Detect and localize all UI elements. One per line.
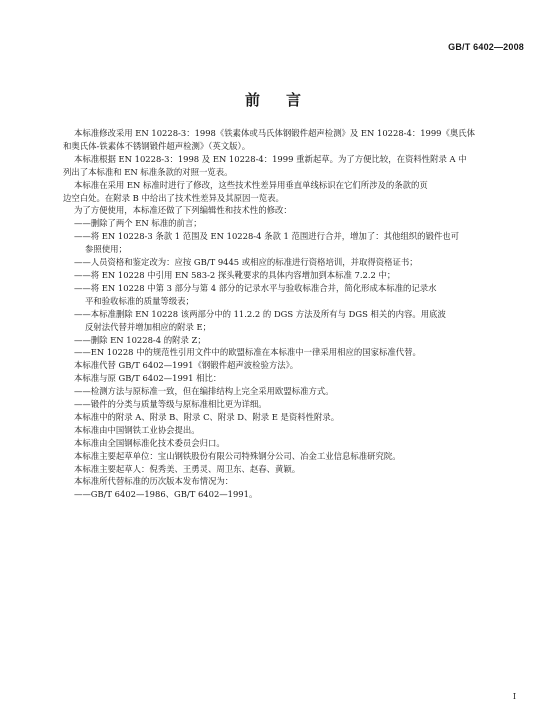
text-line: 本标准在采用 EN 标准时进行了修改，这些技术性差异用垂直单线标识在它们所涉及的条款的页 xyxy=(74,179,428,190)
text-line: 本标准由中国钢铁工业协会提出。 xyxy=(74,424,200,435)
list-item: ——将 EN 10228-3 条款 1 范围及 EN 10228-4 条款 1 范围进行合并，增加了：其他组织的锻件也可 xyxy=(74,231,460,242)
text-line: 本标准代替 GB/T 6402—1991《钢锻件超声波检验方法》。 xyxy=(74,360,299,371)
text-line: 本标准中的附录 A、附录 B、附录 C、附录 D、附录 E 是资料性附录。 xyxy=(74,411,340,422)
list-item: ——将 EN 10228 中引用 EN 583-2 探头靴要求的具体内容增加到本标准 7.2.2 中； xyxy=(74,269,396,280)
text-line: 为了方便使用，本标准还做了下列编辑性和技术性的修改： xyxy=(74,205,292,216)
text-line: 列出了本标准和 EN 标准条款的对照一览表。 xyxy=(63,166,233,177)
text-line: 本标准根据 EN 10228-3：1998 及 EN 10228-4：1999 重新起草。为了方便比较，在资料性附录 A 中 xyxy=(74,153,467,164)
list-item-continuation: 反射法代替并增加相应的附录 E； xyxy=(85,321,212,332)
text-line: 本标准主要起草单位：宝山钢铁股份有限公司特殊钢分公司、冶金工业信息标准研究院。 xyxy=(74,450,401,461)
list-item: ——将 EN 10228 中第 3 部分与第 4 部分的记录水平与验收标准合并，简化形成本标准的记录水 xyxy=(74,282,437,293)
page-title: 前言 xyxy=(244,91,327,109)
foreword-body xyxy=(63,127,502,501)
text-line: 本标准由全国钢标准化技术委员会归口。 xyxy=(74,437,225,448)
page-number: I xyxy=(512,692,516,701)
text-line: 本标准修改采用 EN 10228-3：1998《铁素体或马氏体钢锻件超声检测》及 EN 10228-4：1999《奥氏体 xyxy=(74,128,476,138)
text-line: 边空白处。在附录 B 中给出了技术性差异及其原因一览表。 xyxy=(63,192,284,203)
list-item: ——检测方法与原标准一致，但在编排结构上完全采用欧盟标准方式。 xyxy=(74,386,334,397)
list-item: ——人员资格和鉴定改为：应按 GB/T 9445 或相应的标准进行资格培训，并取得资格证书； xyxy=(74,257,418,268)
list-item: ——删除了两个 EN 标准的前言； xyxy=(74,218,202,229)
text-line: 本标准主要起草人：倪秀美、王勇灵、周卫东、赵春、黄颖。 xyxy=(74,463,301,474)
list-item-continuation: 参照使用； xyxy=(85,244,127,255)
text-line: 本标准所代替标准的历次版本发布情况为： xyxy=(74,476,234,487)
list-item: ——删除 EN 10228-4 的附录 Z； xyxy=(74,334,206,345)
list-item: ——锻件的分类与质量等级与原标准相比更为详细。 xyxy=(74,399,267,410)
text-line: 本标准与原 GB/T 6402—1991 相比： xyxy=(74,373,222,384)
list-item: ——本标准删除 EN 10228 该两部分中的 11.2.2 的 DGS 方法及所有与 DGS 相关的内容。用底波 xyxy=(74,308,446,319)
list-item: ——GB/T 6402—1986、GB/T 6402—1991。 xyxy=(74,489,258,500)
text-line: 和奥氏体-铁素体不锈钢锻件超声检测》（英文版）。 xyxy=(63,140,251,151)
list-item: ——EN 10228 中的规范性引用文件中的欧盟标准在本标准中一律采用相应的国家标准代替。 xyxy=(74,347,421,358)
standard-number: GB/T 6402—2008 xyxy=(448,42,524,52)
list-item-continuation: 平和验收标准的质量等级表； xyxy=(85,295,194,306)
